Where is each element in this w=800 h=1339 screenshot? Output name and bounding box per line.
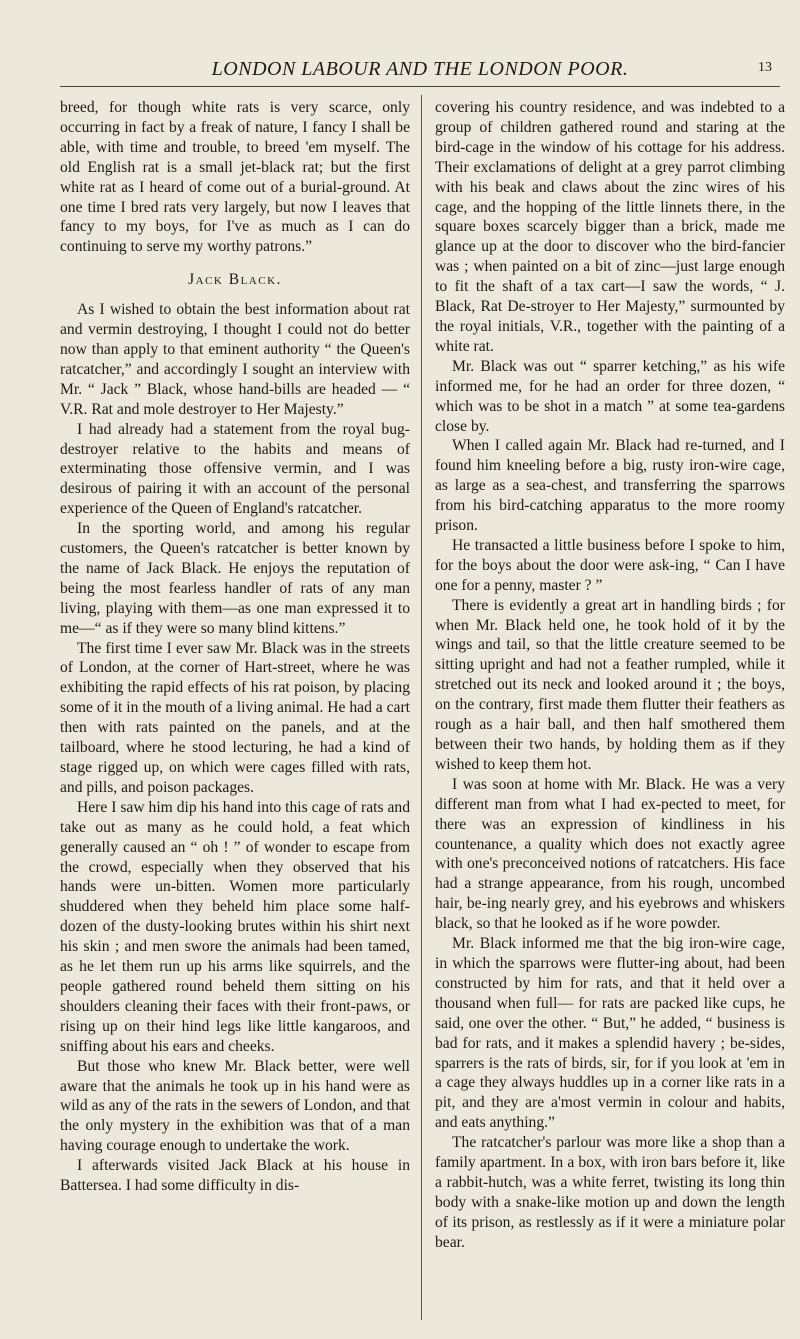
right-column bbox=[435, 98, 785, 1253]
paragraph: I had already had a statement from the royal bug-destroyer relative to the habits and means of exterminating those offensive vermin, and I was desirous of pairing it with an account of the personal experience of the Queen of England's ratcatcher. bbox=[60, 420, 410, 518]
running-header bbox=[60, 58, 780, 87]
paragraph: He transacted a little business before I spoke to him, for the boys about the door were ask-ing, “ Can I have one for a penny, master ? ” bbox=[435, 536, 785, 594]
paragraph-continued: breed, for though white rats is very scarce, only occurring in fact by a freak of nature, I fancy I shall be able, with time and trouble, to breed 'em myself. The old English rat is a small jet-black rat; but the first white rat as I heard of come out of a burial-ground. At one time I bred rats very largely, but now I leaves that fancy to my boys, for I've as much as I can do continuing to serve my worthy patrons.” bbox=[60, 99, 410, 256]
paragraph: Here I saw him dip his hand into this cage of rats and take out as many as he could hold, a feat which generally caused an “ oh ! ” of wonder to escape from the crowd, especially when they observed that his hands were un-bitten. Women more particularly shuddered when they beheld him place some half-dozen of the dusty-looking brutes within his shirt next his skin ; and men swore the animals had been tamed, as he let them run up his arms like squirrels, and the people gathered round beheld them sitting on his shoulders cleaning their faces with their front-paws, or rising up on their hind legs like little kangaroos, and sniffing about his ears and cheeks. bbox=[60, 798, 410, 1055]
running-title: LONDON LABOUR AND THE LONDON POOR. bbox=[211, 58, 629, 80]
paragraph: When I called again Mr. Black had re-turned, and I found him kneeling before a big, rusty iron-wire cage, as large as a sea-chest, and transferring the sparrows from his bird-catching apparatus to the more roomy prison. bbox=[435, 437, 785, 535]
paragraph: There is evidently a great art in handling birds ; for when Mr. Black held one, he took hold of it by the wings and tail, so that the little creature seemed to be sitting upright and had not a feather rumpled, while it stretched out its neck and looked around it ; the boys, on the contrary, first made them flutter their feathers as rough as a hair ball, and then half smothered them between their two hands, by holding them as if they wished to keep them hot. bbox=[435, 596, 785, 773]
page-number: 13 bbox=[758, 60, 772, 75]
paragraph: In the sporting world, and among his regular customers, the Queen's ratcatcher is better known by the name of Jack Black. He enjoys the reputation of being the most fearless handler of rats of any man living, playing with them—as one man expressed it to me—“ as if they were so many blind kittens.” bbox=[60, 520, 410, 637]
paragraph: But those who knew Mr. Black better, were well aware that the animals he took up in his hand were as wild as any of the rats in the sewers of London, and that the only mystery in the exhibition was that of a man having courage enough to undertake the work. bbox=[60, 1057, 410, 1155]
paragraph: The first time I ever saw Mr. Black was in the streets of London, at the corner of Hart-street, where he was exhibiting the rapid effects of his rat poison, by placing some of it in the mouth of a living animal. He had a cart then with rats painted on the panels, and at the tailboard, where he stood lecturing, he had a kind of stage rigged up, on which were cages filled with rats, and pills, and poison packages. bbox=[60, 639, 410, 796]
paragraph: The ratcatcher's parlour was more like a shop than a family apartment. In a box, with iron bars before it, like a rabbit-hutch, was a white ferret, twisting its long thin body with a snake-like motion up and down the length of its prison, as restlessly as if it were a miniature polar bear. bbox=[435, 1134, 785, 1251]
paragraph: As I wished to obtain the best information about rat and vermin destroying, I thought I could not do better now than apply to that eminent authority “ the Queen's ratcatcher,” and accordingly I sought an interview with Mr. “ Jack ” Black, whose hand-bills are headed — “ V.R. Rat and mole destroyer to Her Majesty.” bbox=[60, 301, 410, 418]
paragraph-continued: covering his country residence, and was indebted to a group of children gathered round and staring at the bird-cage in the window of his cottage for his address. Their exclamations of delight at a grey parrot climbing with his beak and claws about the zinc wires of his cage, and the hopping of the little linnets there, in the square boxes scarcely bigger than a brick, made me glance up at the door to discover who the bird-fancier was ; when painted on a bit of zinc—just large enough to fit the shaft of a tax cart—I saw the words, “ J. Black, Rat De-stroyer to Her Majesty,” surmounted by the royal initials, V.R., together with the painting of a white rat. bbox=[435, 99, 785, 355]
paragraph: I afterwards visited Jack Black at his house in Battersea. I had some difficulty in dis- bbox=[60, 1157, 410, 1195]
paragraph: Mr. Black was out “ sparrer ketching,” as his wife informed me, for he had an order for three dozen, “ which was to be shot in a match ” at some tea-gardens close by. bbox=[435, 357, 785, 435]
section-heading: Jack Black. bbox=[188, 271, 282, 289]
paragraph: I was soon at home with Mr. Black. He was a very different man from what I had ex-pected to meet, for there was an expression of kindliness in his countenance, a quality which does not exactly agree with one's preconceived notions of ratcatchers. His face had a strange appearance, from his rough, uncombed hair, be-ing nearly grey, and his eyebrows and whiskers black, so that he looked as if he wore powder. bbox=[435, 775, 785, 933]
paragraph: Mr. Black informed me that the big iron-wire cage, in which the sparrows were flutter-ing about, had been constructed by him for rats, and that it held over a thousand when full— for rats are packed like cups, he said, one over the other. “ But,” he added, “ business is bad for rats, and it makes a splendid havery ; be-sides, sparrers is the rats of birds, sir, for if you look at 'em in a cage they always huddles up in a corner like rats in a pit, and they are a'most vermin in colour and habits, and eats anything.” bbox=[435, 935, 785, 1132]
left-column bbox=[60, 98, 410, 1196]
column-divider bbox=[421, 95, 422, 1320]
